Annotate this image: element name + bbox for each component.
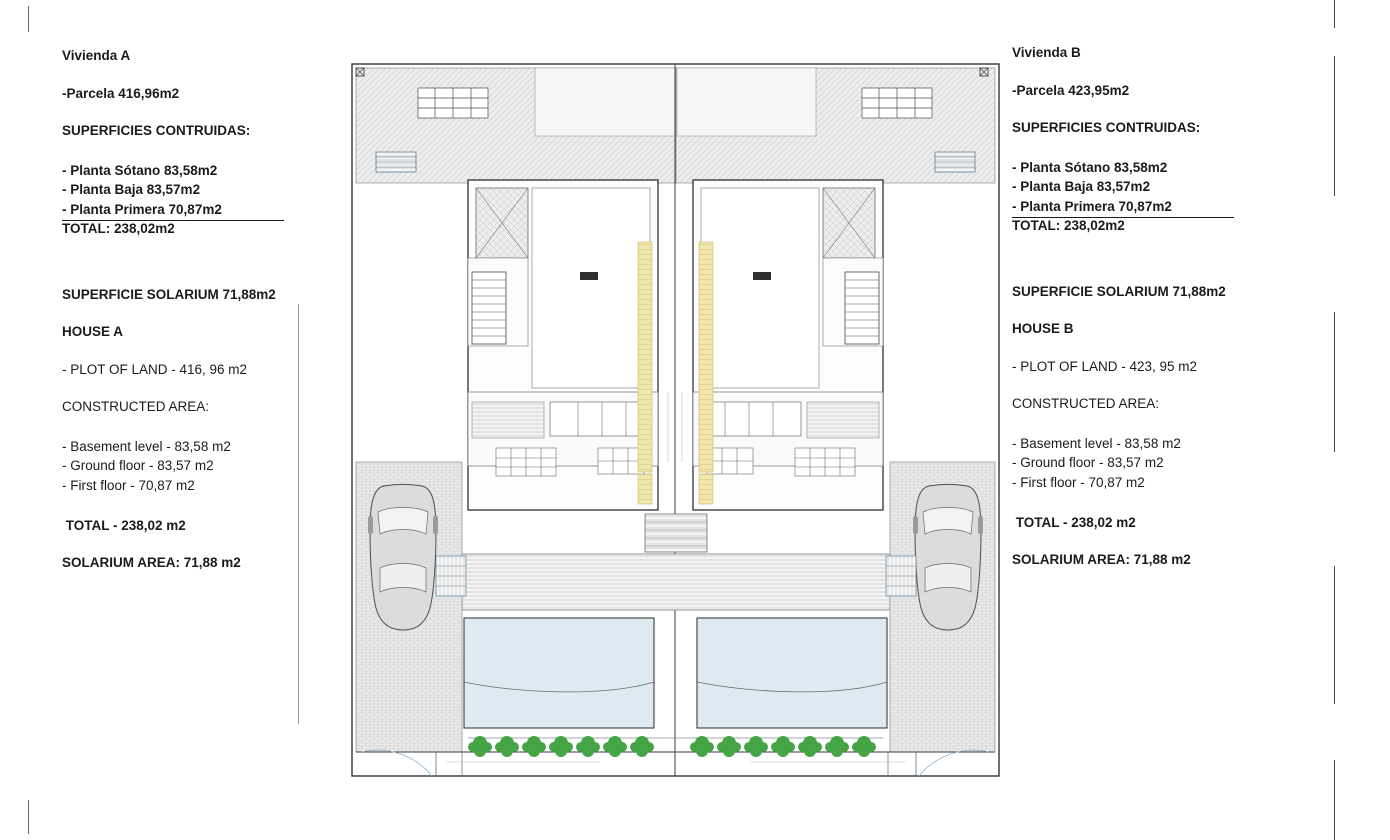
- house-a-ground-es: - Planta Baja 83,57m2: [62, 182, 201, 198]
- house-a-solarium-en: SOLARIUM AREA: 71,88 m2: [62, 555, 241, 571]
- house-a-first-es: - Planta Primera 70,87m2: [62, 200, 222, 220]
- house-a-total-es: TOTAL: 238,02m2: [62, 221, 175, 237]
- house-a-total-en: TOTAL - 238,02 m2: [62, 517, 186, 533]
- house-b-dining-grid: [795, 448, 855, 476]
- house-b-basement-en: - Basement level - 83,58 m2: [1012, 435, 1181, 451]
- house-b-basement-es: - Planta Sótano 83,58m2: [1012, 159, 1168, 175]
- house-b-total-es: TOTAL: 238,02m2: [1012, 218, 1125, 234]
- house-a-title-es: Vivienda A: [62, 48, 131, 63]
- rear-stairs-b: [935, 152, 975, 172]
- house-a-specifications: [62, 48, 362, 571]
- house-b-staircase: [845, 272, 879, 344]
- car-icon: [368, 485, 438, 631]
- site-plan-drawing: [350, 62, 1001, 778]
- pool-right: [697, 618, 887, 728]
- house-b-specifications: [1012, 45, 1322, 568]
- pool-left: [464, 618, 654, 728]
- house-b-areas-heading-en: CONSTRUCTED AREA:: [1012, 396, 1160, 412]
- house-b-plot-en: - PLOT OF LAND - 423, 95 m2: [1012, 358, 1198, 374]
- rear-grid-b: [862, 88, 932, 118]
- rear-paved-b: [677, 68, 816, 136]
- house-b-ground-en: - Ground floor - 83,57 m2: [1012, 455, 1164, 471]
- registration-mark: [28, 800, 29, 834]
- registration-mark: [1334, 312, 1335, 452]
- house-b-plot-es: -Parcela 423,95m2: [1012, 82, 1130, 98]
- house-a-terrace-grid: [598, 448, 644, 474]
- house-a-solarium-es: SUPERFICIE SOLARIUM 71,88m2: [62, 286, 276, 302]
- registration-mark: [1334, 0, 1335, 28]
- house-b-solarium-en: SOLARIUM AREA: 71,88 m2: [1012, 552, 1191, 568]
- house-a-dining-grid: [496, 448, 556, 476]
- house-a-staircase: [472, 272, 506, 344]
- rear-paved-a: [535, 68, 675, 136]
- house-b-title-en: HOUSE B: [1012, 321, 1074, 337]
- house-a-plot-es: -Parcela 416,96m2: [62, 85, 180, 101]
- house-a-ground-en: - Ground floor - 83,57 m2: [62, 458, 214, 474]
- car-icon: [913, 485, 983, 631]
- registration-mark: [28, 6, 29, 32]
- house-b-ground-es: - Planta Baja 83,57m2: [1012, 179, 1151, 195]
- house-a-basement-en: - Basement level - 83,58 m2: [62, 438, 231, 454]
- registration-mark: [1334, 566, 1335, 704]
- registration-mark: [1334, 760, 1335, 840]
- house-a-title-en: HOUSE A: [62, 324, 124, 340]
- house-b-terrace-grid: [707, 448, 753, 474]
- house-b-external-stairs: [699, 242, 713, 472]
- house-b-body: [693, 180, 883, 510]
- house-a-body: [468, 180, 658, 510]
- house-b-furniture: [753, 272, 771, 280]
- registration-mark: [1334, 56, 1335, 196]
- house-b-first-en: - First floor - 70,87 m2: [1012, 474, 1145, 490]
- house-b-areas-heading-es: SUPERFICIES CONTRUIDAS:: [1012, 120, 1201, 136]
- house-a-areas-heading-es: SUPERFICIES CONTRUIDAS:: [62, 123, 251, 139]
- rear-grid-a: [418, 88, 488, 118]
- house-b-solarium-es: SUPERFICIE SOLARIUM 71,88m2: [1012, 283, 1226, 299]
- central-entry-steps: [645, 514, 707, 552]
- house-a-basement-es: - Planta Sótano 83,58m2: [62, 162, 218, 178]
- house-b-stair-landing: [699, 474, 713, 504]
- house-a-external-stairs: [638, 242, 652, 472]
- driveway-a-ramp: [436, 556, 466, 596]
- house-a-plot-en: - PLOT OF LAND - 416, 96 m2: [62, 361, 248, 377]
- house-b-total-en: TOTAL - 238,02 m2: [1012, 514, 1136, 530]
- front-paved-band: [462, 554, 890, 610]
- house-a-furniture: [580, 272, 598, 280]
- house-a-stair-landing: [638, 474, 652, 504]
- rear-stairs-a: [376, 152, 416, 172]
- house-b-first-es: - Planta Primera 70,87m2: [1012, 197, 1172, 217]
- house-a-first-en: - First floor - 70,87 m2: [62, 477, 195, 493]
- house-b-title-es: Vivienda B: [1012, 45, 1081, 60]
- driveway-b-ramp: [886, 556, 916, 596]
- house-a-areas-heading-en: CONSTRUCTED AREA:: [62, 399, 210, 415]
